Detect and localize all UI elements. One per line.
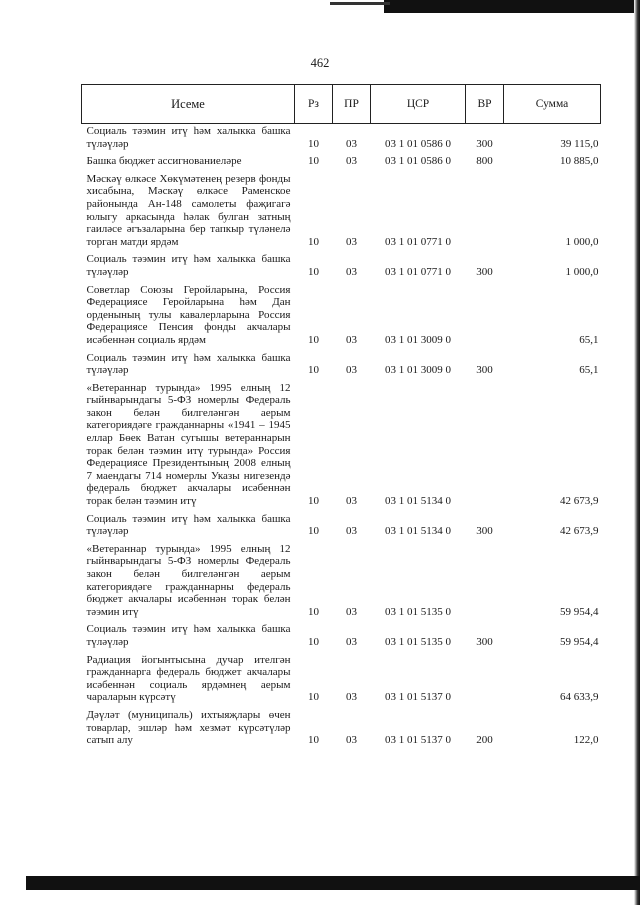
row-rz: 10 (308, 155, 319, 168)
table-row (82, 281, 601, 349)
row-sum: 65,1 (579, 364, 599, 377)
row-name: «Ветераннар турында» 1995 елның 12 гыйнварындагы 5-ФЗ номерлы Федераль закон белән билгеләнгән аерым категориядәге гражданнарны федераль бюджет акчалары исәбеннән торак белән тәэмин итү (86, 542, 291, 618)
table-row (82, 510, 601, 540)
row-name: «Ветераннар турында» 1995 елның 12 гыйнварындагы 5-ФЗ номерлы Федераль закон белән билгеләнгән аерым категориядәге гражданнарны «1941 – 1945 еллар Бөек Ватан сугышы ветераннарын торак белән тәэмин итү турында» Россия Федерациясе Президентының 2008 елның 7 маендагы 714 номерлы Указы нигезендә федераль бюджет акчалары исәбеннән торак белән тәэмин итү (86, 381, 291, 508)
row-pr: 03 (346, 495, 357, 508)
row-pr: 03 (346, 265, 357, 278)
scan-edge-top-thin (330, 2, 390, 5)
row-rz: 10 (308, 364, 319, 377)
budget-table (81, 84, 601, 749)
row-name: Мәскәү өлкәсе Хөкүмәтенең резерв фонды хисабына, Мәскәү өлкәсе Раменское районында Ан-148 самолеты фаҗигагә юлыгу аркасында һәлак булган затның гаиләсе әгъзаларына бер тапкыр түләнелә торган матди ярдәм (86, 172, 291, 248)
row-pr: 03 (346, 525, 357, 538)
row-name: Социаль тәэмин итү һәм халыкка башка түләүләр (86, 125, 291, 150)
scan-edge-top (384, 0, 640, 13)
header-sum: Сумма (504, 85, 601, 124)
row-rz: 10 (308, 265, 319, 278)
row-csr: 03 1 01 5135 0 (385, 635, 451, 648)
row-rz: 10 (308, 605, 319, 618)
scan-edge-bottom (26, 876, 640, 890)
row-name: Социаль тәэмин итү һәм халыкка башка түләүләр (86, 623, 291, 648)
table-row (82, 170, 601, 251)
table-row (82, 706, 601, 749)
row-vr (466, 379, 504, 510)
table-row (82, 379, 601, 510)
row-csr: 03 1 01 5137 0 (385, 691, 451, 704)
row-name: Дәүләт (муниципаль) ихтыяҗлары өчен товарлар, эшләр һәм хезмәт күрсәтүләр сатып алу (86, 708, 291, 747)
row-vr: 300 (476, 525, 493, 538)
row-csr: 03 1 01 5134 0 (385, 525, 451, 538)
row-csr: 03 1 01 0586 0 (385, 137, 451, 150)
table-header-row (82, 85, 601, 124)
row-pr: 03 (346, 235, 357, 248)
row-vr: 300 (476, 635, 493, 648)
row-csr: 03 1 01 0586 0 (385, 155, 451, 168)
row-name: Радиация йогынтысына дучар ителгән гражданнарга федераль бюджет акчалары исәбеннән социаль ярдәмнең аерым чараларын күрсәтү (86, 653, 291, 704)
row-name: Башка бюджет ассигнованиеләре (86, 155, 242, 168)
row-sum: 59 954,4 (560, 635, 599, 648)
table-row (82, 152, 601, 170)
table-row (82, 250, 601, 280)
row-sum: 42 673,9 (560, 495, 599, 508)
row-vr: 300 (476, 364, 493, 377)
row-csr: 03 1 01 5137 0 (385, 734, 451, 747)
row-pr: 03 (346, 364, 357, 377)
row-sum: 10 885,0 (560, 155, 599, 168)
row-pr: 03 (346, 605, 357, 618)
row-csr: 03 1 01 3009 0 (385, 364, 451, 377)
row-vr: 800 (476, 155, 493, 168)
scan-edge-right (634, 0, 640, 905)
row-pr: 03 (346, 155, 357, 168)
row-sum: 1 000,0 (565, 265, 599, 278)
table-row (82, 651, 601, 706)
row-csr: 03 1 01 5134 0 (385, 495, 451, 508)
row-vr: 200 (476, 734, 493, 747)
row-sum: 42 673,9 (560, 525, 599, 538)
row-sum: 1 000,0 (565, 235, 599, 248)
row-rz: 10 (308, 333, 319, 346)
row-rz: 10 (308, 525, 319, 538)
row-rz: 10 (308, 495, 319, 508)
row-csr: 03 1 01 3009 0 (385, 333, 451, 346)
row-rz: 10 (308, 137, 319, 150)
row-sum: 59 954,4 (560, 605, 599, 618)
row-sum: 122,0 (573, 734, 599, 747)
row-name: Социаль тәэмин итү һәм халыкка башка түләүләр (86, 351, 291, 377)
header-vr: ВР (466, 85, 504, 124)
table-row (82, 620, 601, 650)
row-name: Советлар Союзы Геройларына, Россия Федерациясе Геройларына һәм Дан орденының тулы кавалерларына Россия Федерациясе Пенсия фонды акчалары исәбеннән социаль ярдәм (86, 283, 291, 346)
table-row (82, 540, 601, 621)
row-vr (466, 170, 504, 251)
row-vr (466, 540, 504, 621)
row-name: Социаль тәэмин итү һәм халыкка башка түләүләр (86, 512, 291, 538)
row-csr: 03 1 01 0771 0 (385, 265, 451, 278)
row-pr: 03 (346, 333, 357, 346)
row-sum: 39 115,0 (560, 137, 599, 150)
row-pr: 03 (346, 734, 357, 747)
row-pr: 03 (346, 691, 357, 704)
row-rz: 10 (308, 635, 319, 648)
table-row (82, 124, 601, 153)
row-sum: 65,1 (579, 333, 599, 346)
row-pr: 03 (346, 137, 357, 150)
row-rz: 10 (308, 734, 319, 747)
row-csr: 03 1 01 0771 0 (385, 235, 451, 248)
row-rz: 10 (308, 691, 319, 704)
page-number: 462 (310, 56, 330, 70)
row-vr: 300 (476, 137, 493, 150)
row-sum: 64 633,9 (560, 691, 599, 704)
row-name: Социаль тәэмин итү һәм халыкка башка түләүләр (86, 253, 291, 278)
row-vr (466, 281, 504, 349)
header-csr: ЦСР (371, 85, 466, 124)
header-name: Исеме (82, 85, 295, 124)
row-vr (466, 651, 504, 706)
header-rz: Рз (295, 85, 333, 124)
header-pr: ПР (333, 85, 371, 124)
row-csr: 03 1 01 5135 0 (385, 605, 451, 618)
row-vr: 300 (476, 265, 493, 278)
row-pr: 03 (346, 635, 357, 648)
row-rz: 10 (308, 235, 319, 248)
table-row (82, 349, 601, 379)
